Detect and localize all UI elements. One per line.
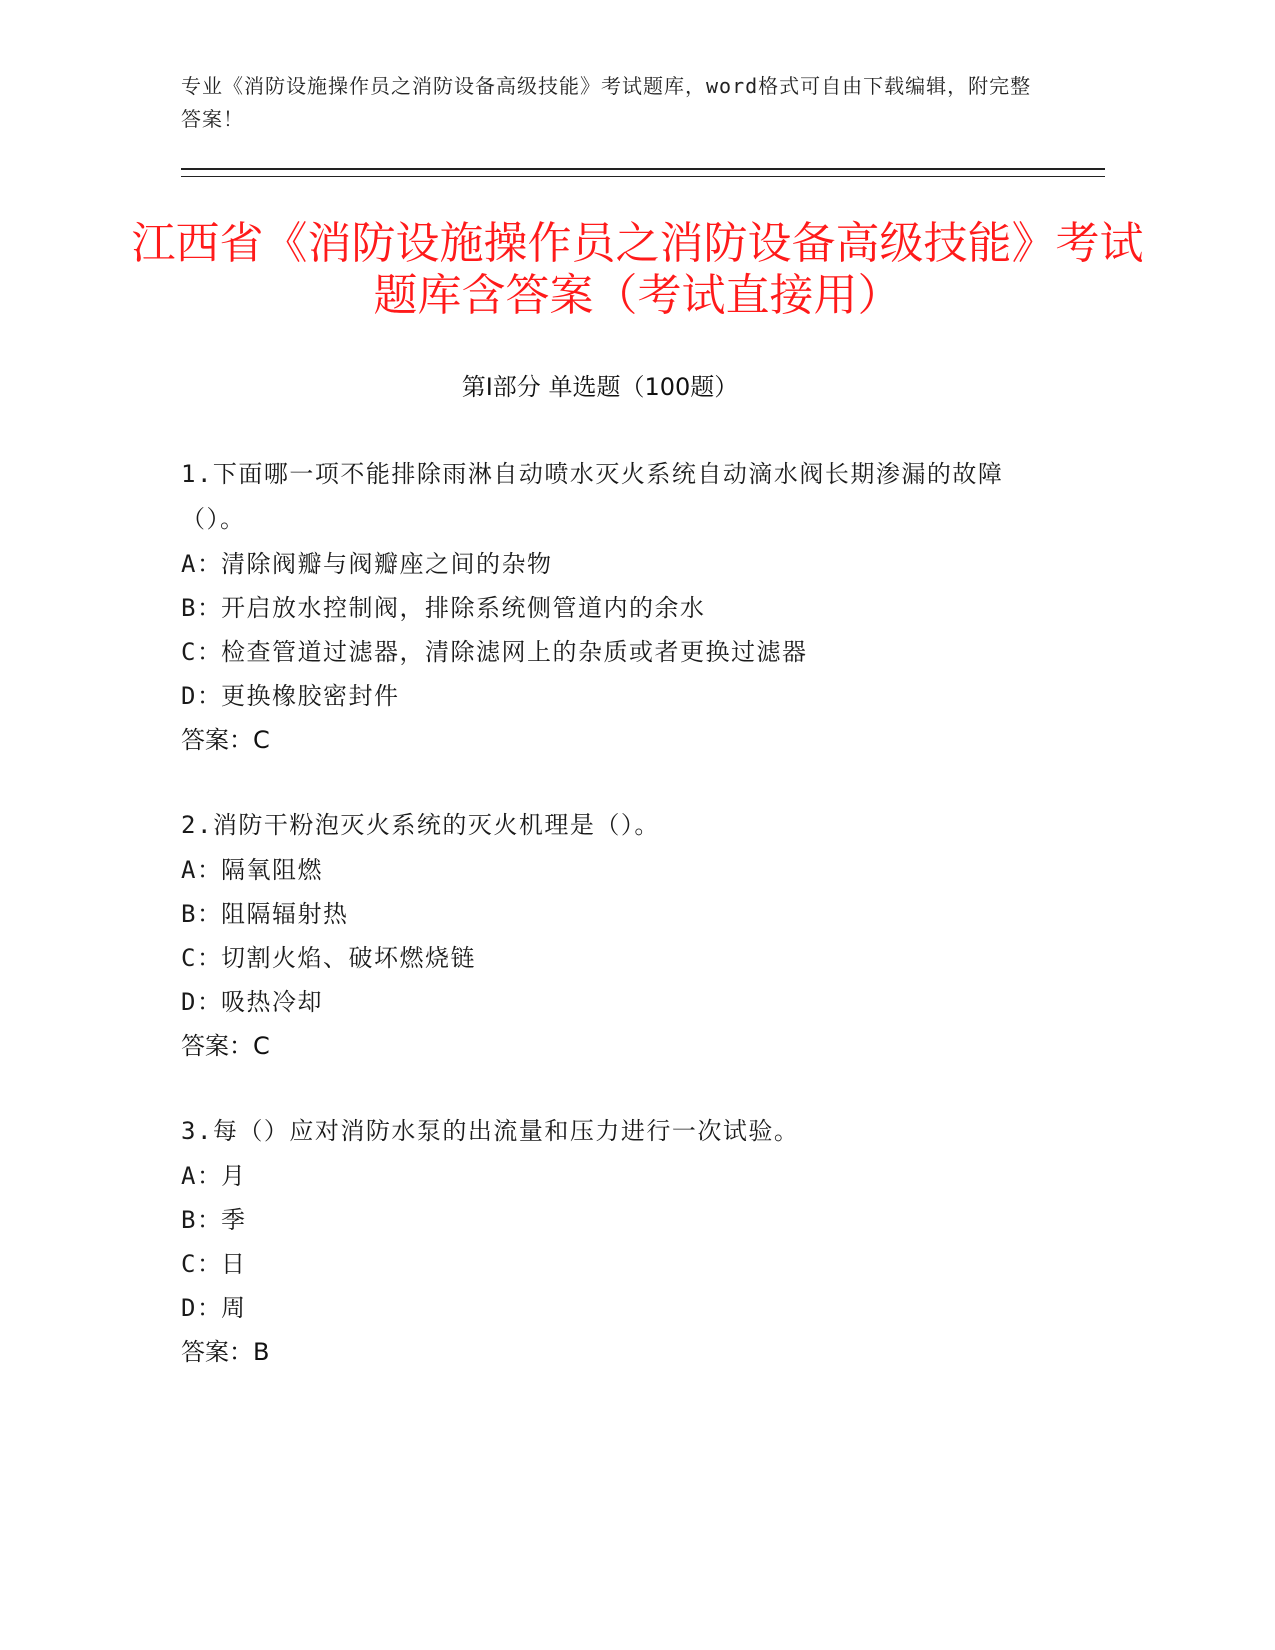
option-text: 检查管道过滤器，清除滤网上的杂质或者更换过滤器	[221, 638, 808, 666]
option-key: C：	[181, 1250, 223, 1278]
option-key: A：	[181, 856, 223, 884]
option-b	[181, 586, 1041, 630]
question-stem: 1.下面哪一项不能排除雨淋自动喷水灭火系统自动滴水阀长期渗漏的故障（）。	[181, 460, 1004, 533]
question-1	[181, 452, 1041, 762]
question-list	[181, 452, 1041, 1415]
option-text: 吸热冷却	[221, 988, 323, 1016]
option-text: 隔氧阻燃	[221, 856, 323, 884]
option-d	[181, 1286, 1041, 1330]
option-d	[181, 980, 1041, 1024]
option-text: 开启放水控制阀，排除系统侧管道内的余水	[221, 594, 706, 622]
option-key: C：	[181, 944, 223, 972]
option-key: A：	[181, 550, 223, 578]
answer-line: 答案：B	[181, 1338, 270, 1366]
option-c	[181, 936, 1041, 980]
option-key: B：	[181, 900, 223, 928]
option-text: 更换橡胶密封件	[221, 682, 400, 710]
option-key: B：	[181, 594, 223, 622]
option-key: D：	[181, 682, 223, 710]
option-text: 季	[221, 1206, 247, 1234]
option-key: C：	[181, 638, 223, 666]
option-b	[181, 892, 1041, 936]
option-key: A：	[181, 1162, 223, 1190]
header-note: 专业《消防设施操作员之消防设备高级技能》考试题库，word格式可自由下载编辑，附完整答案！	[181, 74, 1032, 131]
header-divider-thick	[181, 168, 1105, 170]
option-c	[181, 630, 1041, 674]
answer-line: 答案：C	[181, 1032, 270, 1060]
option-text: 切割火焰、破坏燃烧链	[221, 944, 476, 972]
option-key: D：	[181, 988, 223, 1016]
option-text: 日	[221, 1250, 247, 1278]
section-heading: 第Ⅰ部分 单选题（100题）	[461, 373, 739, 401]
option-text: 周	[221, 1294, 247, 1322]
question-stem: 3.每（）应对消防水泵的出流量和压力进行一次试验。	[181, 1117, 800, 1145]
option-a	[181, 848, 1041, 892]
question-3	[181, 1109, 1041, 1374]
question-stem: 2.消防干粉泡灭火系统的灭火机理是（）。	[181, 811, 660, 839]
header-divider-thin	[181, 176, 1105, 177]
answer-line: 答案：C	[181, 726, 270, 754]
option-d	[181, 674, 1041, 718]
option-key: D：	[181, 1294, 223, 1322]
option-text: 阻隔辐射热	[221, 900, 349, 928]
option-c	[181, 1242, 1041, 1286]
option-key: B：	[181, 1206, 223, 1234]
question-2	[181, 803, 1041, 1068]
option-a	[181, 1154, 1041, 1198]
option-text: 月	[221, 1162, 247, 1190]
option-a	[181, 542, 1041, 586]
document-title: 江西省《消防设施操作员之消防设备高级技能》考试题库含答案（考试直接用）	[131, 218, 1144, 321]
option-text: 清除阀瓣与阀瓣座之间的杂物	[221, 550, 553, 578]
option-b	[181, 1198, 1041, 1242]
